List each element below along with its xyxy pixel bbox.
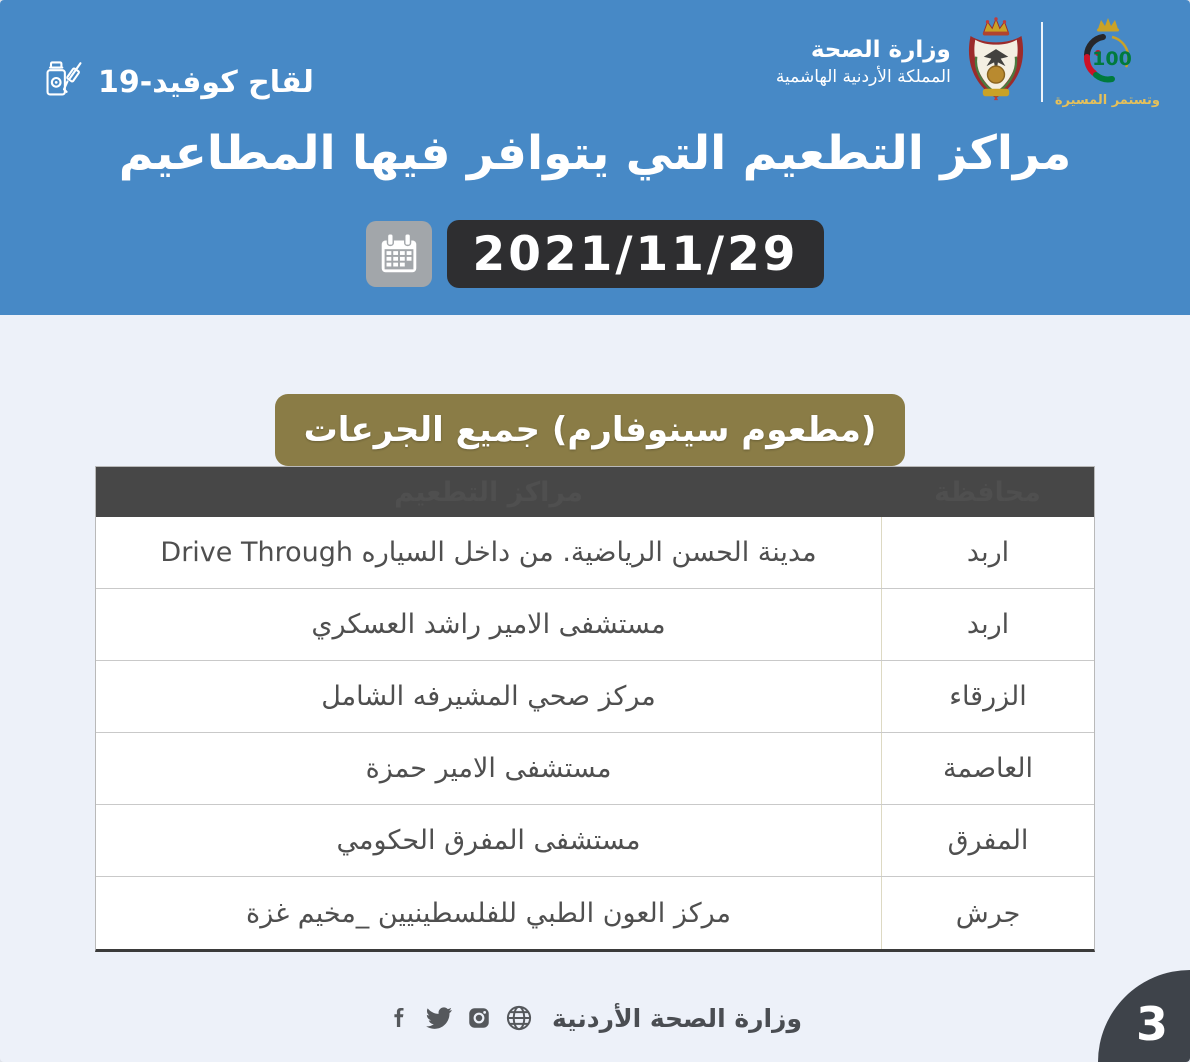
- center-cell: مستشفى المفرق الحكومي: [336, 825, 641, 856]
- center-cell: مركز العون الطبي للفلسطينيين _مخيم غزة: [246, 897, 731, 929]
- page-number: 3: [1135, 997, 1168, 1051]
- twitter-icon[interactable]: [425, 1004, 453, 1032]
- ministry-text-block: [776, 35, 951, 89]
- table-row: [96, 517, 1094, 589]
- table-row: [96, 805, 1094, 877]
- kingdom-name: المملكة الأردنية الهاشمية: [775, 67, 951, 88]
- calendar-icon: [366, 221, 432, 287]
- vaccine-vial-icon: [38, 52, 90, 112]
- covid-vaccine-label-text: لقاح كوفيد-19: [98, 64, 314, 100]
- globe-icon[interactable]: [505, 1004, 533, 1032]
- table-row: [96, 589, 1094, 661]
- governorate-cell: اربد: [881, 517, 1094, 588]
- column-header-governorate: محافظة: [934, 476, 1041, 508]
- table-row: [96, 661, 1094, 733]
- center-cell: مستشفى الامير راشد العسكري: [311, 609, 666, 640]
- date-row: [0, 220, 1190, 288]
- date-badge: 2021/11/29: [447, 220, 825, 288]
- header-band: [0, 0, 1190, 315]
- governorate-cell: المفرق: [881, 805, 1094, 876]
- governorate-cell: اربد: [881, 589, 1094, 660]
- governorate-cell: الزرقاء: [881, 661, 1094, 732]
- brand-area: [776, 14, 1160, 110]
- instagram-icon[interactable]: [466, 1005, 492, 1031]
- centennial-100-icon: [1055, 17, 1160, 108]
- table-header-row: [96, 467, 1094, 517]
- centennial-tagline: وتستمر المسيرة: [1054, 92, 1160, 108]
- vaccination-centers-table: [95, 466, 1095, 952]
- footer-ministry-label: وزارة الصحة الأردنية: [552, 1003, 802, 1033]
- jordan-coat-of-arms-icon: [963, 14, 1029, 110]
- center-cell: مستشفى الامير حمزة: [365, 753, 612, 784]
- covid-vaccine-label: [38, 52, 314, 112]
- vaccine-type-badge: (مطعوم سينوفارم) جميع الجرعات: [275, 394, 905, 466]
- table-row: [96, 877, 1094, 949]
- page-number-tab: [1098, 970, 1190, 1062]
- center-cell: مركز صحي المشيرفه الشامل: [321, 681, 656, 712]
- center-cell: مدينة الحسن الرياضية. من داخل السياره Drive Through: [160, 537, 817, 568]
- ministry-name: وزارة الصحة: [810, 37, 951, 63]
- table-row: [96, 733, 1094, 805]
- footer: [0, 995, 1190, 1041]
- facebook-icon[interactable]: [388, 1006, 412, 1030]
- brand-divider: [1041, 22, 1043, 102]
- governorate-cell: العاصمة: [881, 733, 1094, 804]
- svg-text:100: 100: [1092, 47, 1133, 70]
- page-title: مراكز التطعيم التي يتوافر فيها المطاعيم: [118, 126, 1072, 181]
- column-header-centers: مراكز التطعيم: [394, 476, 583, 508]
- social-icons: [388, 1004, 533, 1032]
- governorate-cell: جرش: [881, 877, 1094, 949]
